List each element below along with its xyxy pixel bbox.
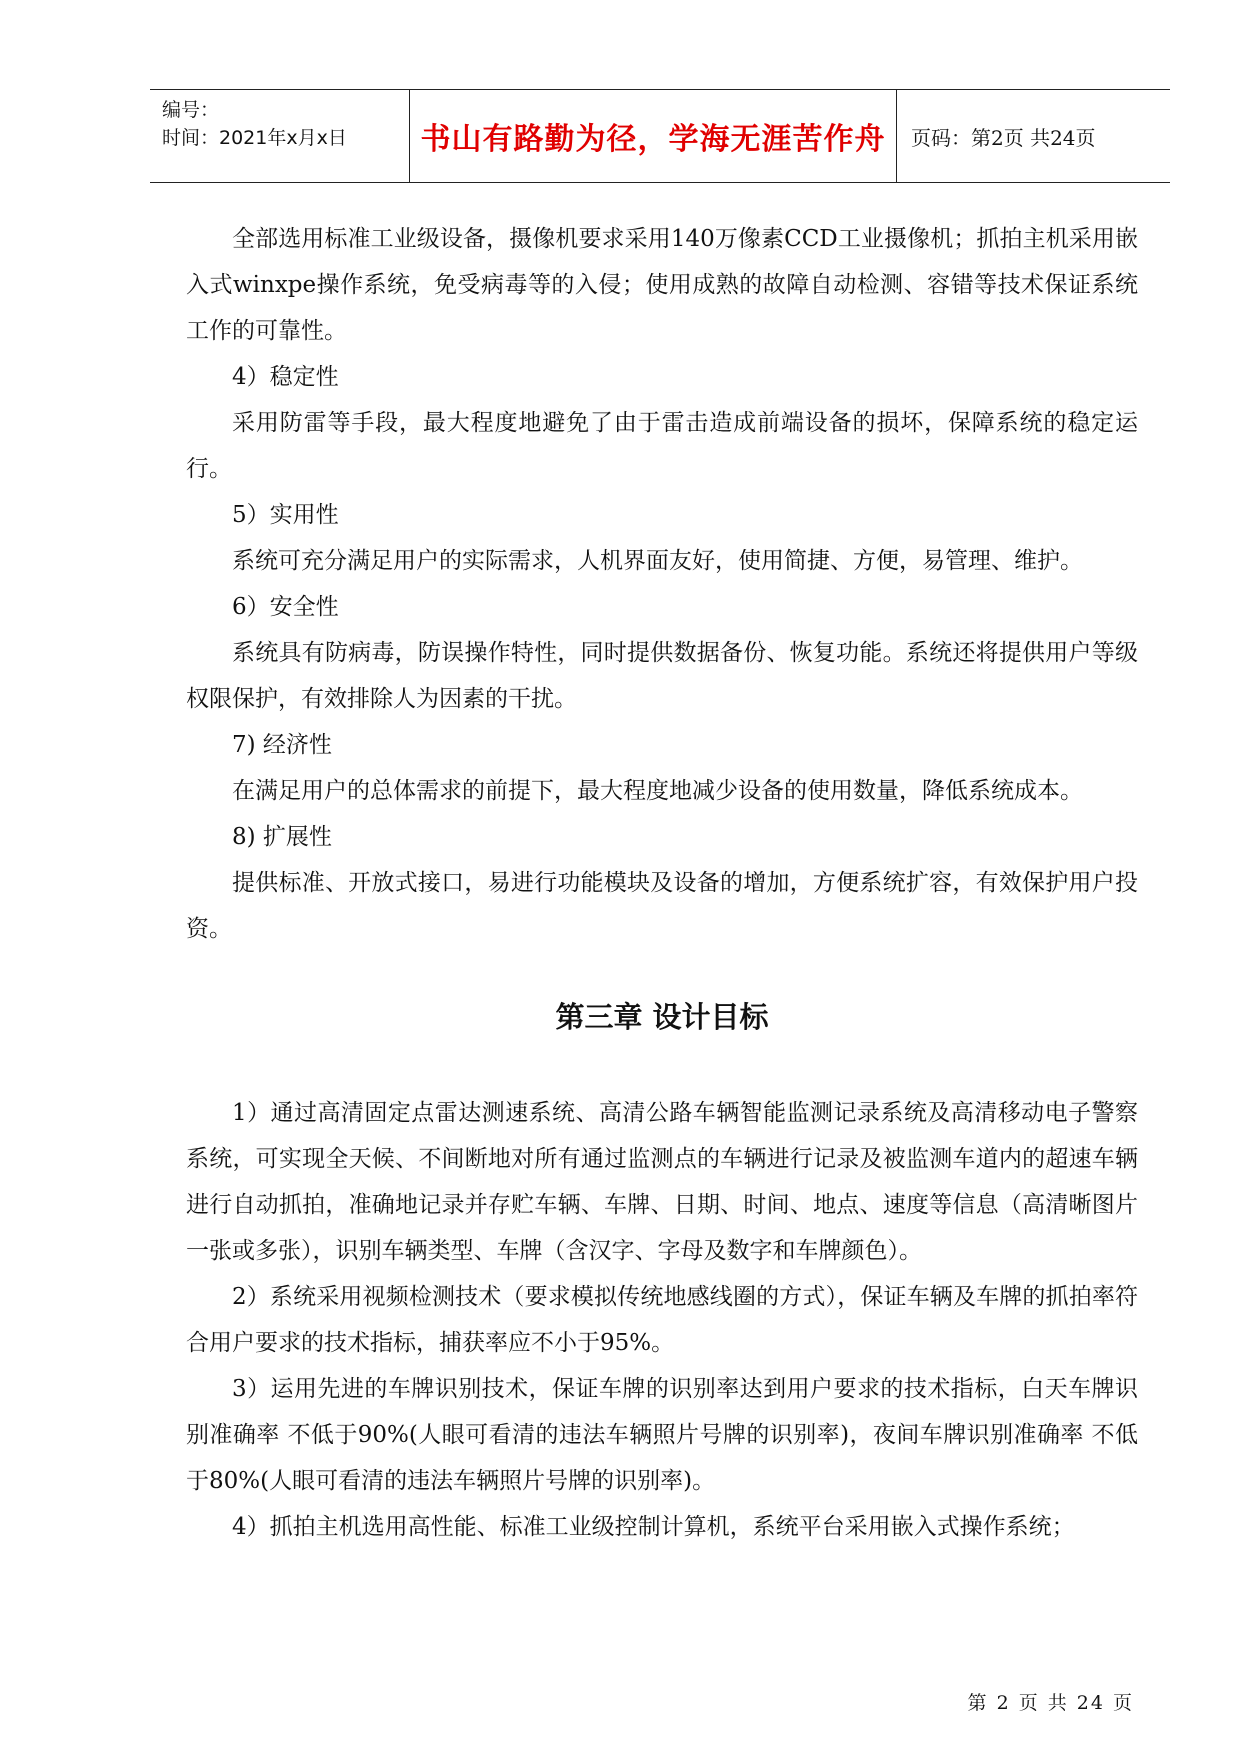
header-page-info: 页码：第2页 共24页 [911,125,1096,150]
heading-practicality: 5）实用性 [232,502,339,528]
heading-security: 6）安全性 [232,594,339,620]
heading-economy: 7) 经济性 [232,732,332,758]
chapter-title: 第三章 设计目标 [555,1000,769,1034]
paragraph-practicality: 系统可充分满足用户的实际需求，人机界面友好，使用简捷、方便，易管理、维护。 [232,548,1083,574]
paragraph-reliability: 全部选用标准工业级设备，摄像机要求采用140万像素CCD工业摄像机；抓拍主机采用嵌入式winxpe操作系统，免受病毒等的入侵；使用成熟的故障自动检测、容错等技术保证系统工作的可靠性。 [186,226,1138,344]
paragraph-stability: 采用防雷等手段，最大程度地避免了由于雷击造成前端设备的损坏，保障系统的稳定运行。 [186,410,1138,482]
page-footer: 第 2 页 共 24 页 [967,1692,1134,1714]
document-number-label: 编号： [162,99,220,121]
heading-stability: 4）稳定性 [232,364,339,390]
page-header [150,89,1170,183]
goal-3: 3）运用先进的车牌识别技术，保证车牌的识别率达到用户要求的技术指标，白天车牌识别准确率 不低于90%(人眼可看清的违法车辆照片号牌的识别率)，夜间车牌识别准确率 不低于80%(人眼可看清的违法车辆照片号牌的识别率)。 [186,1376,1138,1494]
goal-1: 1）通过高清固定点雷达测速系统、高清公路车辆智能监测记录系统及高清移动电子警察系统，可实现全天候、不间断地对所有通过监测点的车辆进行记录及被监测车道内的超速车辆进行自动抓拍，准确地记录并存贮车辆、车牌、日期、时间、地点、速度等信息（高清晰图片一张或多张），识别车辆类型、车牌（含汉字、字母及数字和车牌颜色）。 [186,1100,1138,1264]
paragraph-scalability: 提供标准、开放式接口，易进行功能模块及设备的增加，方便系统扩容，有效保护用户投资。 [186,870,1138,942]
paragraph-security: 系统具有防病毒，防误操作特性，同时提供数据备份、恢复功能。系统还将提供用户等级权限保护，有效排除人为因素的干扰。 [186,640,1138,712]
heading-scalability: 8) 扩展性 [232,824,332,850]
document-body [186,216,1138,1550]
header-motto: 书山有路勤为径，学海无涯苦作舟 [409,90,897,182]
goal-4: 4）抓拍主机选用高性能、标准工业级控制计算机，系统平台采用嵌入式操作系统； [232,1514,1075,1540]
header-meta [150,90,410,182]
paragraph-economy: 在满足用户的总体需求的前提下，最大程度地减少设备的使用数量，降低系统成本。 [232,778,1083,804]
goal-2: 2）系统采用视频检测技术（要求模拟传统地感线圈的方式），保证车辆及车牌的抓拍率符合用户要求的技术指标，捕获率应不小于95%。 [186,1284,1138,1356]
document-time-label: 时间：2021年x月x日 [162,127,347,149]
